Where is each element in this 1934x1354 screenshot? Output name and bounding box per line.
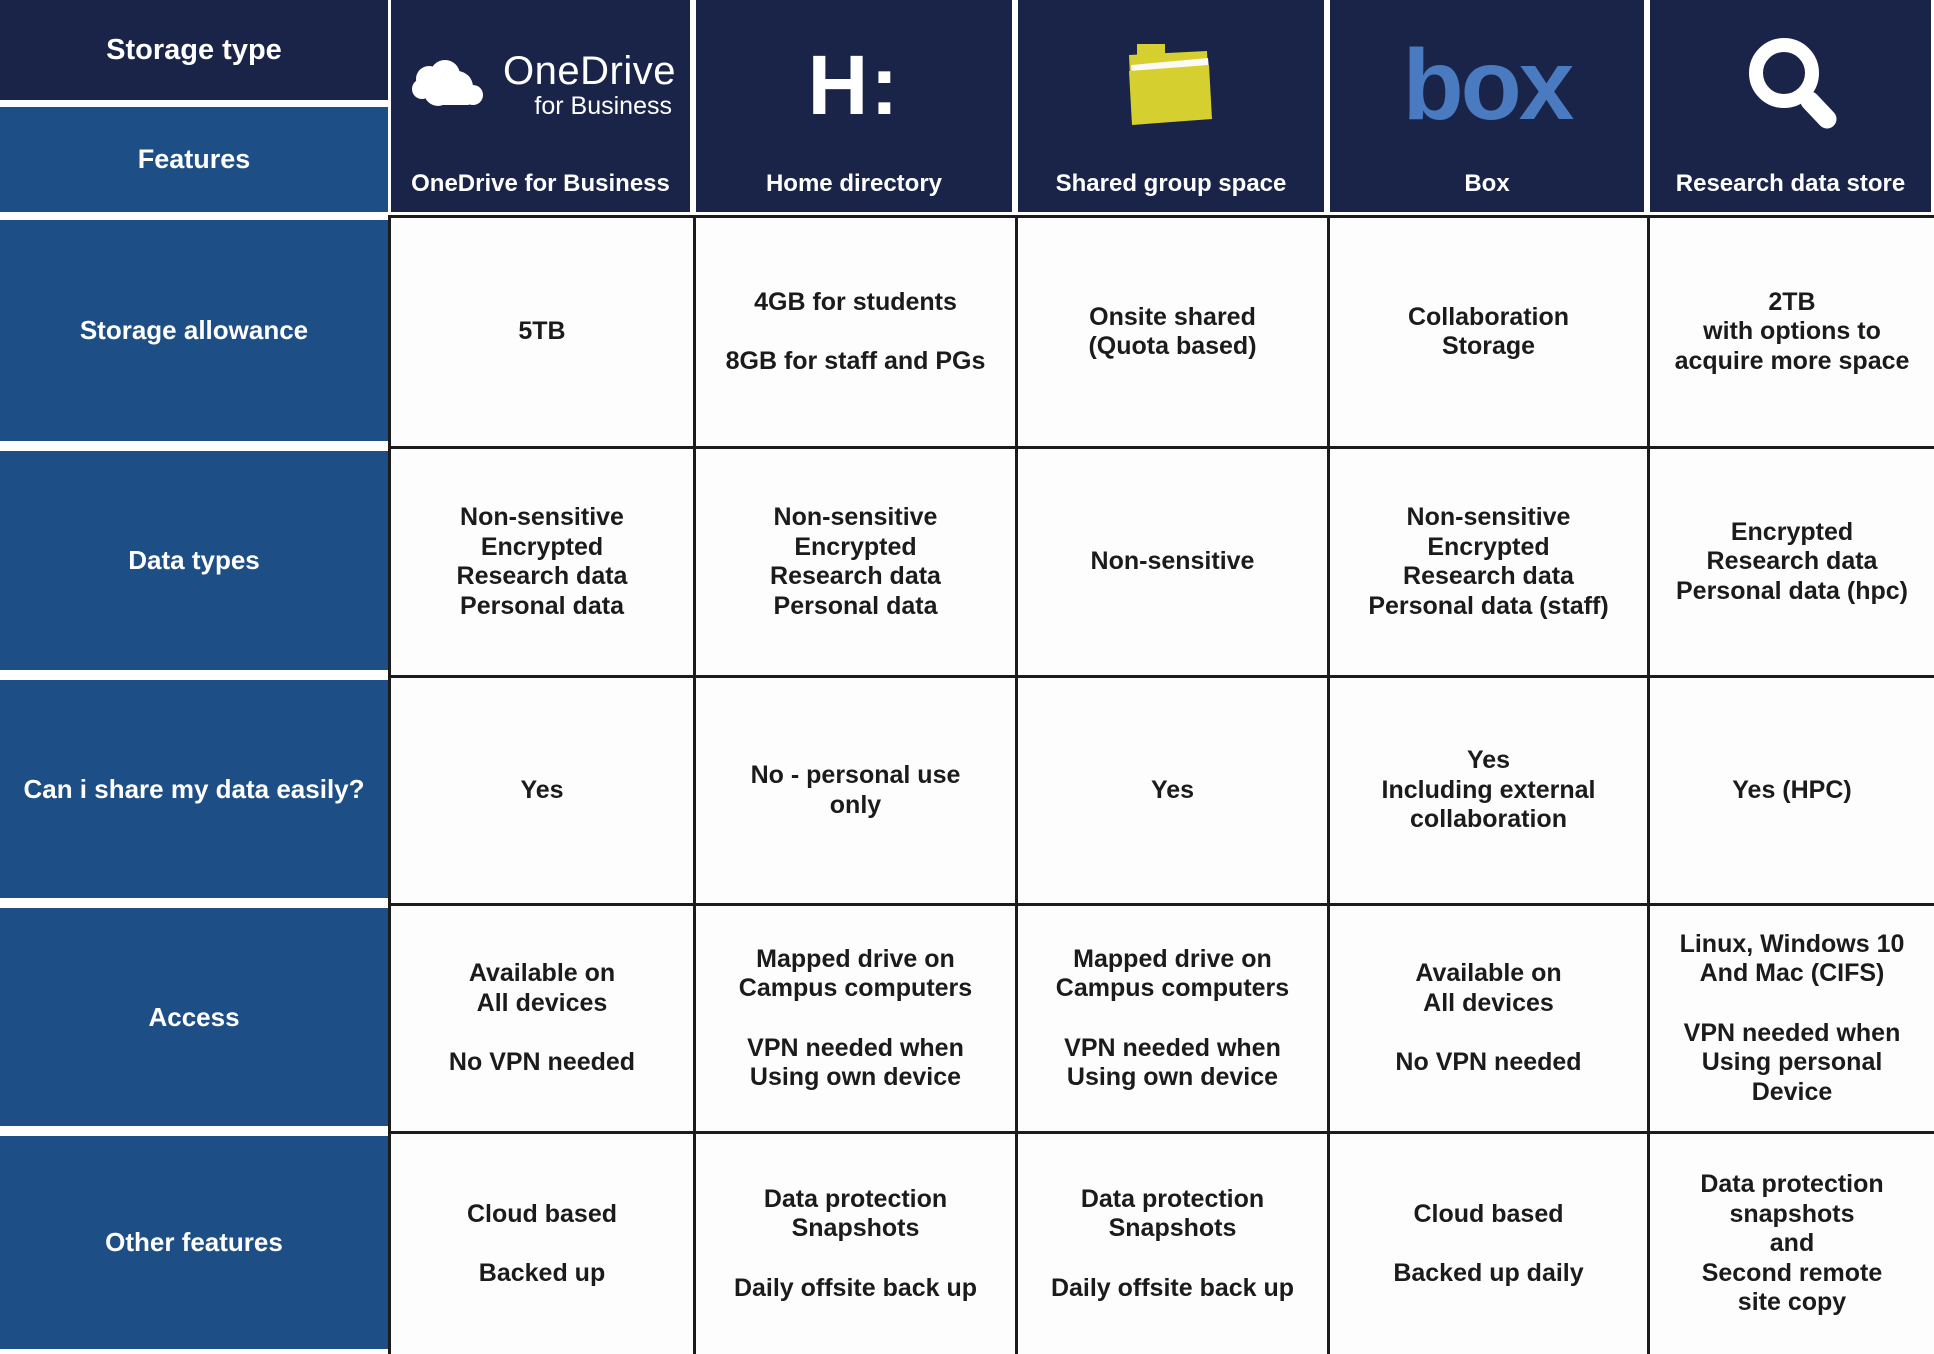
cell-other-features-box xyxy=(1327,1131,1647,1354)
cell-line: snapshots xyxy=(1729,1199,1855,1228)
cell-line: Available on xyxy=(1415,959,1562,988)
cell-line: Data protection xyxy=(1080,1184,1265,1213)
column-header-onedrive xyxy=(391,0,690,212)
cell-line: No VPN needed xyxy=(448,1048,636,1077)
shared-group-logo-zone xyxy=(1018,0,1324,170)
cell-line: Using own device xyxy=(1066,1063,1279,1091)
cell-line: Onsite shared xyxy=(1089,302,1256,331)
cell-paragraph xyxy=(1051,1274,1294,1304)
cell-line: Personal data xyxy=(773,591,938,620)
cell-paragraph xyxy=(747,1034,964,1093)
cell-access-research-data-store xyxy=(1647,903,1934,1131)
cell-line: VPN needed when xyxy=(1683,1018,1901,1047)
cell-paragraph xyxy=(518,317,565,347)
cell-line: No VPN needed xyxy=(1395,1048,1582,1077)
onedrive-logo-sub: for Business xyxy=(534,92,672,120)
cell-line: Using own device xyxy=(749,1063,962,1091)
cell-line: Yes xyxy=(1466,746,1511,775)
cell-paragraph xyxy=(1151,776,1194,806)
cell-line: Second remote xyxy=(1701,1258,1883,1287)
cell-line: Yes (HPC) xyxy=(1732,775,1852,804)
research-logo-zone xyxy=(1650,0,1931,170)
box-logo-zone xyxy=(1330,0,1644,170)
cell-line: Encrypted xyxy=(1427,532,1550,561)
cell-data-types-home-directory xyxy=(693,446,1015,675)
cell-can-i-share-my-data-easily-home-directory xyxy=(693,675,1015,903)
cell-paragraph xyxy=(1684,1019,1901,1108)
cell-line: Personal data (staff) xyxy=(1368,591,1609,620)
cell-line: Non-sensitive xyxy=(1406,503,1571,531)
cell-line: 2TB xyxy=(1768,287,1816,316)
cell-storage-allowance-box xyxy=(1327,215,1647,446)
cell-line: Cloud based xyxy=(1413,1199,1564,1228)
cell-paragraph xyxy=(1680,930,1905,989)
row-label-can-i-share-my-data-easily: Can i share my data easily? xyxy=(0,680,388,898)
corner-header xyxy=(0,0,388,212)
column-label-research-data-store: Research data store xyxy=(1675,170,1906,197)
cell-line: Encrypted xyxy=(480,532,604,561)
cell-line: Backed up daily xyxy=(1393,1259,1584,1287)
cell-line: and xyxy=(1769,1229,1815,1258)
cell-line: Personal data xyxy=(460,591,624,620)
cell-line: Research data xyxy=(1706,547,1878,576)
cell-access-home-directory xyxy=(693,903,1015,1131)
cell-line: 4GB for students xyxy=(754,287,957,316)
cell-line: Yes xyxy=(1150,775,1195,804)
onedrive-logo-main: OneDrive xyxy=(503,49,676,93)
cell-line: site copy xyxy=(1737,1288,1847,1317)
cell-can-i-share-my-data-easily-box xyxy=(1327,675,1647,903)
cell-line: No - personal use xyxy=(750,761,961,789)
cell-other-features-home-directory xyxy=(693,1131,1015,1354)
cell-paragraph xyxy=(770,503,941,621)
column-label-home-directory: Home directory xyxy=(765,170,943,197)
cell-line: with options to xyxy=(1703,317,1881,346)
onedrive-logo-zone xyxy=(391,0,690,170)
cell-paragraph xyxy=(751,761,961,820)
storage-type-label: Storage type xyxy=(106,33,282,66)
cell-line: All devices xyxy=(1423,988,1554,1017)
cell-paragraph xyxy=(1675,288,1910,377)
cell-line: Snapshots xyxy=(1108,1214,1237,1243)
cell-line: Non-sensitive xyxy=(1090,547,1255,576)
cell-line: Personal data (hpc) xyxy=(1676,576,1908,605)
cell-data-types-onedrive-for-business xyxy=(388,446,693,675)
cell-line: All devices xyxy=(476,988,608,1017)
cell-line: 8GB for staff and PGs xyxy=(725,347,986,375)
magnifier-icon xyxy=(1737,31,1845,139)
cell-line: Encrypted xyxy=(794,532,917,561)
features-header xyxy=(0,107,388,212)
cell-line: VPN needed when xyxy=(747,1033,964,1062)
cell-other-features-onedrive-for-business xyxy=(388,1131,693,1354)
cell-other-features-research-data-store xyxy=(1647,1131,1934,1354)
cell-paragraph xyxy=(726,347,986,377)
cell-line: Yes xyxy=(520,775,564,804)
cell-paragraph xyxy=(1413,1200,1563,1230)
cell-line: Daily offsite back up xyxy=(733,1273,978,1302)
cell-paragraph xyxy=(1091,547,1255,577)
cell-paragraph xyxy=(469,959,615,1018)
cell-paragraph xyxy=(1368,503,1608,621)
cell-other-features-shared-group-space xyxy=(1015,1131,1327,1354)
cell-paragraph xyxy=(1395,1048,1581,1078)
storage-type-header xyxy=(0,0,388,100)
cell-line: Device xyxy=(1751,1077,1833,1106)
cell-paragraph xyxy=(1415,959,1561,1018)
row-label-other-features: Other features xyxy=(0,1136,388,1349)
cell-paragraph xyxy=(467,1200,617,1230)
onedrive-logo-text xyxy=(503,51,676,119)
cell-can-i-share-my-data-easily-shared-group-space xyxy=(1015,675,1327,903)
column-header-shared-group-space xyxy=(1018,0,1324,212)
cell-paragraph xyxy=(754,288,957,318)
onedrive-cloud-logo xyxy=(405,51,676,119)
home-directory-logo-zone xyxy=(696,0,1012,170)
column-label-box: Box xyxy=(1464,170,1510,197)
cell-data-types-shared-group-space xyxy=(1015,446,1327,675)
cell-line: Linux, Windows 10 xyxy=(1679,929,1905,958)
cell-paragraph xyxy=(479,1259,605,1289)
column-header-research-data-store xyxy=(1650,0,1931,212)
cell-line: Available on xyxy=(468,959,616,988)
cell-data-types-box xyxy=(1327,446,1647,675)
cell-paragraph xyxy=(1088,303,1256,362)
cell-line: acquire more space xyxy=(1674,346,1910,375)
cell-line: Storage xyxy=(1441,332,1536,360)
cell-paragraph xyxy=(1732,776,1851,806)
cell-line: Non-sensitive xyxy=(773,503,938,531)
cell-line: Daily offsite back up xyxy=(1050,1273,1295,1302)
cell-paragraph xyxy=(764,1185,947,1244)
column-header-home-directory xyxy=(696,0,1012,212)
row-label-storage-allowance: Storage allowance xyxy=(0,220,388,441)
cell-paragraph xyxy=(1382,746,1596,835)
cell-can-i-share-my-data-easily-onedrive-for-business xyxy=(388,675,693,903)
cell-line: Snapshots xyxy=(791,1214,920,1243)
cell-line: Backed up xyxy=(478,1259,606,1287)
column-header-box xyxy=(1330,0,1644,212)
cell-line: (Quota based) xyxy=(1088,332,1257,360)
cell-line: only xyxy=(829,790,882,819)
cell-line: Encrypted xyxy=(1730,517,1854,546)
cell-line: Research data xyxy=(456,562,628,590)
cell-line: Research data xyxy=(770,562,941,590)
cell-line: collaboration xyxy=(1410,805,1567,834)
cell-line: Cloud based xyxy=(466,1199,617,1228)
cell-line: VPN needed when xyxy=(1064,1033,1281,1062)
row-label-access: Access xyxy=(0,908,388,1126)
cell-storage-allowance-home-directory xyxy=(693,215,1015,446)
cell-line: And Mac (CIFS) xyxy=(1699,959,1885,988)
cell-line: Collaboration xyxy=(1407,302,1570,331)
row-label-data-types: Data types xyxy=(0,451,388,670)
cell-paragraph xyxy=(739,945,972,1004)
cell-line: Data protection xyxy=(763,1184,948,1213)
h-drive-icon: H: xyxy=(807,38,901,132)
cell-line: Non-sensitive xyxy=(460,503,624,531)
cell-paragraph xyxy=(1700,1170,1883,1318)
cell-paragraph xyxy=(1056,945,1289,1004)
cell-paragraph xyxy=(1408,303,1569,362)
cell-line: Using personal xyxy=(1701,1048,1883,1077)
cell-line: Data protection xyxy=(1700,1170,1884,1199)
cell-paragraph xyxy=(457,503,628,621)
cell-line: Including external xyxy=(1381,775,1596,804)
cell-line: Research data xyxy=(1403,562,1574,590)
cell-line: Mapped drive on xyxy=(1073,944,1272,973)
cloud-icon xyxy=(405,59,491,111)
cell-line: Campus computers xyxy=(1055,974,1290,1002)
box-logo: box xyxy=(1402,29,1572,141)
cell-access-shared-group-space xyxy=(1015,903,1327,1131)
cell-paragraph xyxy=(1676,518,1908,607)
cell-paragraph xyxy=(1064,1034,1281,1093)
cell-storage-allowance-shared-group-space xyxy=(1015,215,1327,446)
column-label-onedrive: OneDrive for Business xyxy=(411,170,670,197)
cell-paragraph xyxy=(734,1274,977,1304)
features-label: Features xyxy=(137,144,251,174)
column-label-shared-group-space: Shared group space xyxy=(1055,170,1287,197)
cell-storage-allowance-research-data-store xyxy=(1647,215,1934,446)
folder-icon xyxy=(1119,41,1223,129)
cell-access-box xyxy=(1327,903,1647,1131)
cell-paragraph xyxy=(1393,1259,1583,1289)
cell-paragraph xyxy=(520,776,563,806)
cell-paragraph xyxy=(1081,1185,1264,1244)
cell-can-i-share-my-data-easily-research-data-store xyxy=(1647,675,1934,903)
cell-line: 5TB xyxy=(518,317,566,346)
cell-access-onedrive-for-business xyxy=(388,903,693,1131)
cell-data-types-research-data-store xyxy=(1647,446,1934,675)
cell-storage-allowance-onedrive-for-business xyxy=(388,215,693,446)
cell-line: Campus computers xyxy=(738,974,973,1002)
cell-paragraph xyxy=(449,1048,635,1078)
cell-line: Mapped drive on xyxy=(756,944,955,973)
